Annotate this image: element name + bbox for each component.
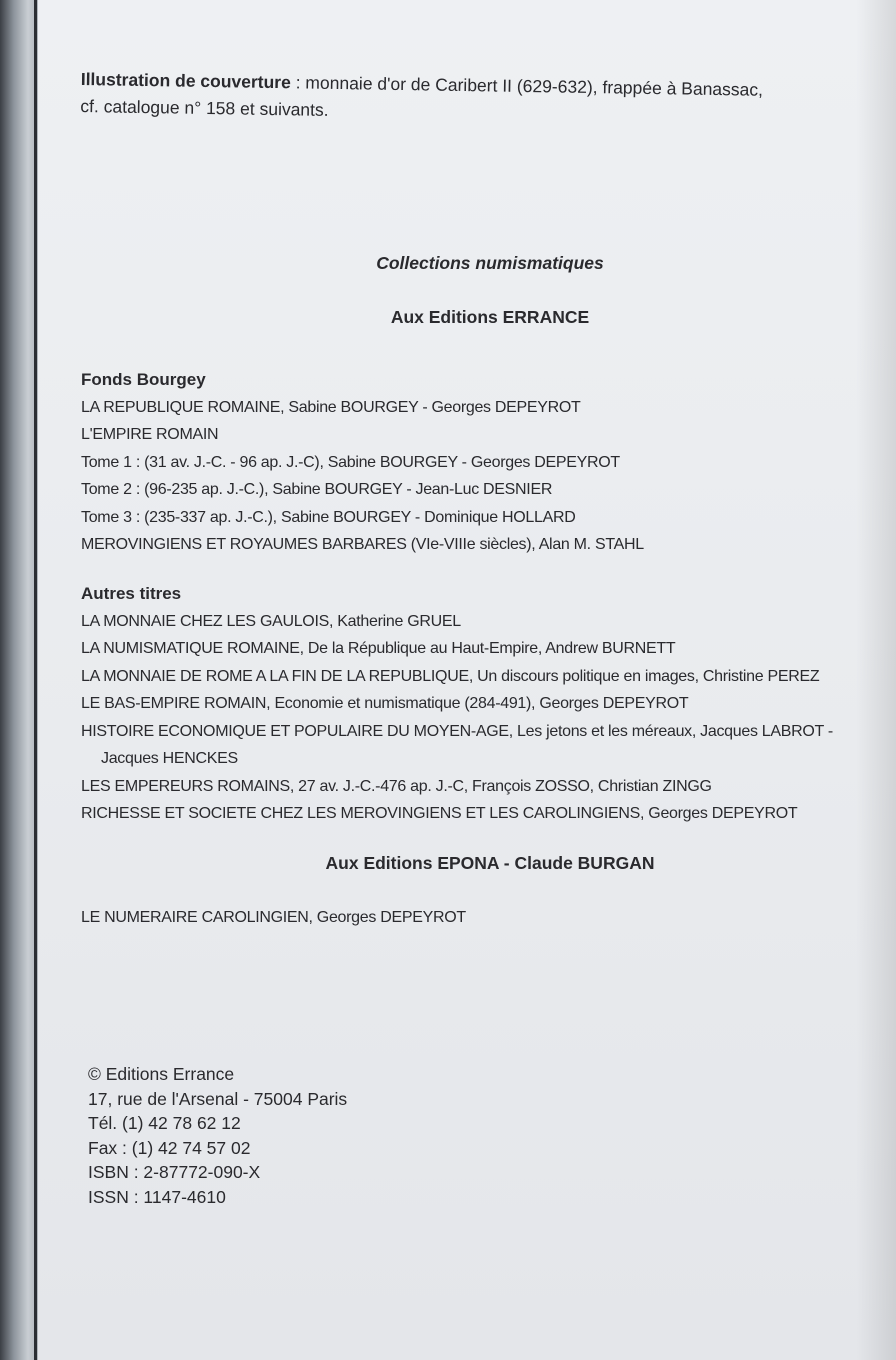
- collections-title: Collections numismatiques: [376, 253, 604, 273]
- list-item: LA MONNAIE DE ROME A LA FIN DE LA REPUBLIQUE, Un discours politique en images, Christine PEREZ: [81, 667, 820, 685]
- list-item: LA REPUBLIQUE ROMAINE, Sabine BOURGEY - Georges DEPEYROT: [81, 398, 581, 416]
- cover-text-line2: cf. catalogue n° 158 et suivants.: [80, 95, 329, 120]
- list-item: RICHESSE ET SOCIETE CHEZ LES MEROVINGIENS ET LES CAROLINGIENS, Georges DEPEYROT: [81, 805, 798, 822]
- list-item: LA NUMISMATIQUE ROMAINE, De la République au Haut-Empire, Andrew BURNETT: [81, 640, 676, 657]
- fax-line: Fax : (1) 42 74 57 02: [88, 1137, 251, 1158]
- cover-label: Illustration de couverture: [80, 68, 291, 93]
- publisher-info: [88, 1062, 347, 1209]
- list-item: L'EMPIRE ROMAIN: [81, 426, 219, 443]
- epona-heading: Aux Editions EPONA - Claude BURGAN: [325, 853, 655, 873]
- page-shadow: [856, 0, 896, 1360]
- autres-heading: Autres titres: [81, 584, 182, 603]
- fonds-bourgey-section: [81, 366, 644, 559]
- cover-text: : monnaie d'or de Caribert II (629-632), frappée à Banassac,: [290, 72, 764, 100]
- cover-illustration-note: [80, 66, 763, 131]
- list-item: LES EMPEREURS ROMAINS, 27 av. J.-C.-476 ap. J.-C, François ZOSSO, Christian ZINGG: [81, 777, 712, 795]
- fonds-heading: Fonds Bourgey: [81, 370, 206, 389]
- list-item: Tome 1 : (31 av. J.-C. - 96 ap. J.-C), Sabine BOURGEY - Georges DEPEYROT: [81, 453, 620, 471]
- list-item: LE BAS-EMPIRE ROMAIN, Economie et numismatique (284-491), Georges DEPEYROT: [81, 695, 689, 712]
- isbn-line: ISBN : 2-87772-090-X: [88, 1162, 261, 1182]
- issn-line: ISSN : 1147-4610: [88, 1186, 226, 1207]
- spine-edge: [34, 0, 37, 1360]
- list-item: LA MONNAIE CHEZ LES GAULOIS, Katherine GRUEL: [81, 612, 461, 630]
- copyright-line: © Editions Errance: [88, 1064, 235, 1084]
- list-item: Tome 3 : (235-337 ap. J.-C.), Sabine BOURGEY - Dominique HOLLARD: [81, 508, 576, 526]
- list-item: Tome 2 : (96-235 ap. J.-C.), Sabine BOURGEY - Jean-Luc DESNIER: [81, 481, 553, 498]
- address-line: 17, rue de l'Arsenal - 75004 Paris: [88, 1088, 348, 1109]
- autres-titres-section: [81, 580, 833, 828]
- list-item: MEROVINGIENS ET ROYAUMES BARBARES (VIe-VIIIe siècles), Alan M. STAHL: [81, 536, 644, 553]
- epona-item: LE NUMERAIRE CAROLINGIEN, Georges DEPEYROT: [81, 909, 466, 926]
- errance-heading: Aux Editions ERRANCE: [390, 307, 590, 327]
- list-item: HISTOIRE ECONOMIQUE ET POPULAIRE DU MOYEN-AGE, Les jetons et les méreaux, Jacques LABROT -: [81, 722, 833, 740]
- telephone-line: Tél. (1) 42 78 62 12: [88, 1113, 241, 1133]
- list-item-continuation: Jacques HENCKES: [101, 750, 238, 767]
